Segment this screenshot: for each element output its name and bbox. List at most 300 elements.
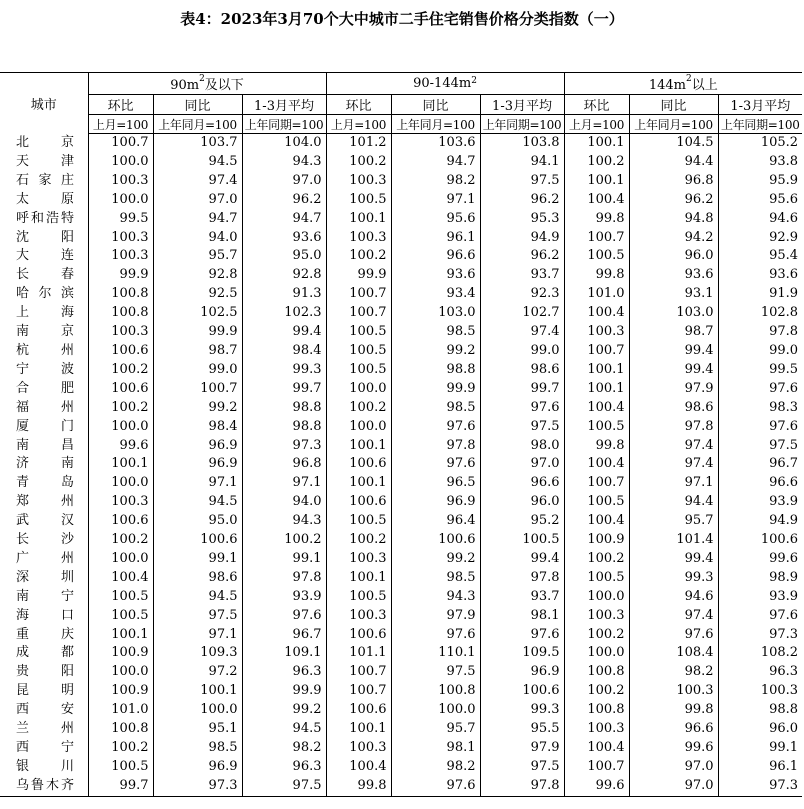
value-cell: 99.6 [564, 777, 629, 796]
value-cell: 98.2 [391, 172, 480, 191]
value-cell: 96.1 [718, 758, 802, 777]
value-cell: 100.1 [564, 361, 629, 380]
value-cell: 100.2 [242, 531, 326, 550]
value-cell: 100.4 [564, 455, 629, 474]
value-cell: 98.2 [629, 663, 718, 682]
value-cell: 99.8 [326, 777, 391, 796]
city-name: 兰州 [16, 721, 74, 737]
city-name: 天津 [16, 153, 74, 169]
value-cell: 98.1 [391, 739, 480, 758]
value-cell: 100.9 [88, 644, 153, 663]
value-cell: 100.3 [718, 682, 802, 701]
value-cell: 100.3 [326, 550, 391, 569]
value-cell: 97.8 [629, 418, 718, 437]
value-cell: 95.7 [391, 720, 480, 739]
table-row [0, 134, 802, 153]
value-cell: 95.2 [480, 512, 564, 531]
value-cell: 96.0 [480, 493, 564, 512]
value-cell: 98.3 [718, 399, 802, 418]
city-name: 福州 [16, 399, 74, 415]
value-cell: 103.0 [629, 304, 718, 323]
city-name: 石家庄 [16, 172, 74, 188]
table-row [0, 588, 802, 607]
value-cell: 95.0 [153, 512, 242, 531]
value-cell: 94.4 [629, 493, 718, 512]
table-row [0, 229, 802, 248]
value-cell: 96.9 [153, 455, 242, 474]
city-cell [0, 588, 88, 607]
table-row [0, 493, 802, 512]
value-cell: 100.4 [564, 739, 629, 758]
value-cell: 99.9 [153, 323, 242, 342]
value-cell: 97.4 [629, 455, 718, 474]
value-cell: 97.8 [391, 437, 480, 456]
value-cell: 103.8 [480, 134, 564, 153]
value-cell: 99.2 [391, 342, 480, 361]
value-cell: 97.4 [153, 172, 242, 191]
value-cell: 97.3 [718, 626, 802, 645]
value-cell: 101.4 [629, 531, 718, 550]
header-sub-label: 1-3月平均 [480, 95, 564, 115]
value-cell: 100.0 [88, 474, 153, 493]
table-row [0, 418, 802, 437]
value-cell: 100.2 [88, 739, 153, 758]
value-cell: 100.7 [564, 229, 629, 248]
value-cell: 95.7 [153, 247, 242, 266]
value-cell: 93.9 [718, 588, 802, 607]
value-cell: 109.1 [242, 644, 326, 663]
header-sub-label: 同比 [391, 95, 480, 115]
value-cell: 93.4 [391, 285, 480, 304]
table-row [0, 455, 802, 474]
value-cell: 100.2 [564, 626, 629, 645]
value-cell: 100.0 [564, 644, 629, 663]
value-cell: 96.6 [480, 474, 564, 493]
value-cell: 97.3 [242, 437, 326, 456]
value-cell: 103.0 [391, 304, 480, 323]
city-cell [0, 512, 88, 531]
header-sub-label: 同比 [629, 95, 718, 115]
value-cell: 99.4 [480, 550, 564, 569]
value-cell: 100.6 [326, 701, 391, 720]
city-name: 南昌 [16, 437, 74, 453]
value-cell: 95.6 [718, 191, 802, 210]
city-cell [0, 399, 88, 418]
value-cell: 93.6 [391, 266, 480, 285]
city-cell [0, 739, 88, 758]
header-base-label: 上月=100 [326, 115, 391, 134]
value-cell: 99.9 [88, 266, 153, 285]
city-cell [0, 493, 88, 512]
value-cell: 100.3 [326, 172, 391, 191]
value-cell: 100.6 [153, 531, 242, 550]
value-cell: 100.8 [88, 304, 153, 323]
value-cell: 94.6 [629, 588, 718, 607]
city-cell [0, 720, 88, 739]
city-name: 厦门 [16, 418, 74, 434]
value-cell: 94.9 [718, 512, 802, 531]
table-row [0, 663, 802, 682]
city-cell [0, 531, 88, 550]
value-cell: 97.4 [629, 607, 718, 626]
value-cell: 93.6 [629, 266, 718, 285]
value-cell: 96.8 [242, 455, 326, 474]
value-cell: 99.6 [629, 739, 718, 758]
value-cell: 102.3 [242, 304, 326, 323]
city-name: 长春 [16, 267, 74, 283]
value-cell: 97.6 [718, 418, 802, 437]
city-cell [0, 210, 88, 229]
value-cell: 93.7 [480, 588, 564, 607]
city-cell [0, 361, 88, 380]
value-cell: 95.5 [480, 720, 564, 739]
value-cell: 100.2 [88, 399, 153, 418]
value-cell: 98.6 [153, 569, 242, 588]
value-cell: 100.5 [564, 569, 629, 588]
value-cell: 99.0 [480, 342, 564, 361]
value-cell: 94.1 [480, 153, 564, 172]
city-cell [0, 342, 88, 361]
value-cell: 96.7 [242, 626, 326, 645]
value-cell: 93.9 [242, 588, 326, 607]
city-cell [0, 607, 88, 626]
header-sub-label: 同比 [153, 95, 242, 115]
price-index-table [0, 72, 802, 797]
value-cell: 102.5 [153, 304, 242, 323]
value-cell: 109.5 [480, 644, 564, 663]
value-cell: 96.0 [718, 720, 802, 739]
value-cell: 100.3 [88, 229, 153, 248]
value-cell: 99.6 [718, 550, 802, 569]
value-cell: 100.5 [326, 512, 391, 531]
value-cell: 97.6 [718, 380, 802, 399]
city-cell [0, 134, 88, 153]
value-cell: 97.6 [629, 626, 718, 645]
city-name: 呼和浩特 [16, 210, 74, 226]
value-cell: 103.7 [153, 134, 242, 153]
city-name: 重庆 [16, 626, 74, 642]
city-cell [0, 644, 88, 663]
value-cell: 100.3 [88, 247, 153, 266]
value-cell: 96.2 [480, 247, 564, 266]
value-cell: 92.5 [153, 285, 242, 304]
value-cell: 98.0 [480, 437, 564, 456]
city-cell [0, 304, 88, 323]
value-cell: 101.1 [326, 644, 391, 663]
value-cell: 97.5 [480, 172, 564, 191]
value-cell: 97.5 [153, 607, 242, 626]
header-base-label: 上年同月=100 [391, 115, 480, 134]
value-cell: 99.6 [88, 437, 153, 456]
value-cell: 94.2 [629, 229, 718, 248]
value-cell: 98.1 [480, 607, 564, 626]
value-cell: 92.9 [718, 229, 802, 248]
value-cell: 100.5 [326, 361, 391, 380]
value-cell: 99.0 [153, 361, 242, 380]
value-cell: 100.8 [391, 682, 480, 701]
value-cell: 104.0 [242, 134, 326, 153]
value-cell: 98.8 [242, 418, 326, 437]
value-cell: 100.4 [564, 304, 629, 323]
table-row [0, 304, 802, 323]
value-cell: 100.6 [480, 682, 564, 701]
value-cell: 94.3 [242, 512, 326, 531]
value-cell: 97.6 [480, 626, 564, 645]
value-cell: 94.5 [153, 153, 242, 172]
value-cell: 99.1 [718, 739, 802, 758]
value-cell: 97.5 [242, 777, 326, 796]
value-cell: 98.6 [480, 361, 564, 380]
value-cell: 96.2 [242, 191, 326, 210]
value-cell: 100.5 [326, 588, 391, 607]
table-row [0, 172, 802, 191]
value-cell: 103.6 [391, 134, 480, 153]
value-cell: 100.4 [564, 191, 629, 210]
city-cell [0, 758, 88, 777]
value-cell: 97.0 [629, 758, 718, 777]
value-cell: 96.3 [242, 758, 326, 777]
value-cell: 96.4 [391, 512, 480, 531]
city-name: 昆明 [16, 683, 74, 699]
value-cell: 99.7 [480, 380, 564, 399]
value-cell: 96.2 [629, 191, 718, 210]
table-row [0, 285, 802, 304]
value-cell: 98.7 [153, 342, 242, 361]
value-cell: 97.6 [391, 455, 480, 474]
header-group-large: $144m^2$以上 [564, 73, 802, 95]
value-cell: 100.6 [391, 531, 480, 550]
value-cell: 96.0 [629, 247, 718, 266]
header-base-label: 上年同月=100 [153, 115, 242, 134]
table-row [0, 701, 802, 720]
value-cell: 97.6 [480, 399, 564, 418]
value-cell: 98.2 [391, 758, 480, 777]
value-cell: 100.5 [564, 418, 629, 437]
header-sub-label: 环比 [564, 95, 629, 115]
city-name: 长沙 [16, 532, 74, 548]
page-title: 表4：2023年3月70个大中城市二手住宅销售价格分类指数（一） [180, 10, 624, 28]
city-cell [0, 777, 88, 796]
value-cell: 99.4 [629, 550, 718, 569]
value-cell: 105.2 [718, 134, 802, 153]
value-cell: 100.7 [153, 380, 242, 399]
value-cell: 101.0 [564, 285, 629, 304]
table-row [0, 437, 802, 456]
header-base-label: 上年同月=100 [629, 115, 718, 134]
value-cell: 97.9 [480, 739, 564, 758]
value-cell: 100.0 [326, 418, 391, 437]
value-cell: 99.2 [153, 399, 242, 418]
value-cell: 99.9 [391, 380, 480, 399]
header-group-medium: $90-144m^2$ [326, 73, 564, 95]
city-name: 杭州 [16, 342, 74, 358]
value-cell: 100.7 [88, 134, 153, 153]
value-cell: 99.7 [88, 777, 153, 796]
value-cell: 94.4 [629, 153, 718, 172]
value-cell: 97.0 [629, 777, 718, 796]
header-sub-label: 1-3月平均 [718, 95, 802, 115]
value-cell: 93.6 [242, 229, 326, 248]
value-cell: 99.4 [242, 323, 326, 342]
value-cell: 102.8 [718, 304, 802, 323]
value-cell: 100.3 [88, 493, 153, 512]
header-sub-label: 环比 [88, 95, 153, 115]
value-cell: 100.0 [88, 663, 153, 682]
value-cell: 100.3 [88, 323, 153, 342]
value-cell: 94.3 [391, 588, 480, 607]
city-name: 深圳 [16, 569, 74, 585]
value-cell: 100.1 [326, 437, 391, 456]
city-name: 合肥 [16, 380, 74, 396]
table-row [0, 569, 802, 588]
header-sub-label: 环比 [326, 95, 391, 115]
value-cell: 97.5 [391, 663, 480, 682]
value-cell: 94.5 [153, 493, 242, 512]
city-cell [0, 285, 88, 304]
value-cell: 96.5 [391, 474, 480, 493]
value-cell: 100.6 [88, 512, 153, 531]
header-base-label: 上月=100 [88, 115, 153, 134]
city-name: 青岛 [16, 475, 74, 491]
value-cell: 99.7 [242, 380, 326, 399]
table-row [0, 474, 802, 493]
value-cell: 95.1 [153, 720, 242, 739]
value-cell: 100.2 [564, 550, 629, 569]
value-cell: 98.8 [242, 399, 326, 418]
value-cell: 93.1 [629, 285, 718, 304]
city-name: 西宁 [16, 740, 74, 755]
value-cell: 93.9 [718, 493, 802, 512]
value-cell: 97.8 [242, 569, 326, 588]
city-name: 南宁 [16, 588, 74, 604]
value-cell: 100.6 [326, 626, 391, 645]
table-row [0, 153, 802, 172]
header-base-label: 上年同期=100 [718, 115, 802, 134]
value-cell: 104.5 [629, 134, 718, 153]
value-cell: 97.8 [480, 777, 564, 796]
city-cell [0, 153, 88, 172]
value-cell: 100.5 [564, 247, 629, 266]
value-cell: 108.2 [718, 644, 802, 663]
value-cell: 100.9 [88, 682, 153, 701]
value-cell: 99.3 [242, 361, 326, 380]
value-cell: 100.0 [88, 153, 153, 172]
value-cell: 96.1 [391, 229, 480, 248]
value-cell: 97.6 [391, 777, 480, 796]
table-row [0, 777, 802, 796]
value-cell: 100.5 [88, 758, 153, 777]
value-cell: 100.7 [564, 342, 629, 361]
value-cell: 100.3 [88, 172, 153, 191]
value-cell: 97.3 [153, 777, 242, 796]
value-cell: 96.9 [480, 663, 564, 682]
value-cell: 100.6 [718, 531, 802, 550]
value-cell: 100.8 [88, 720, 153, 739]
city-name: 太原 [16, 191, 74, 207]
value-cell: 94.5 [153, 588, 242, 607]
city-name: 银川 [16, 758, 74, 774]
value-cell: 99.2 [242, 701, 326, 720]
value-cell: 99.5 [88, 210, 153, 229]
value-cell: 100.1 [326, 210, 391, 229]
value-cell: 100.2 [88, 531, 153, 550]
city-name: 乌鲁木齐 [16, 777, 74, 793]
value-cell: 100.8 [564, 663, 629, 682]
table-row [0, 739, 802, 758]
value-cell: 100.3 [564, 607, 629, 626]
city-cell [0, 323, 88, 342]
value-cell: 97.0 [242, 172, 326, 191]
value-cell: 97.3 [718, 777, 802, 796]
value-cell: 100.5 [326, 323, 391, 342]
value-cell: 99.9 [326, 266, 391, 285]
value-cell: 92.3 [480, 285, 564, 304]
value-cell: 94.0 [153, 229, 242, 248]
value-cell: 98.5 [391, 323, 480, 342]
city-cell [0, 229, 88, 248]
value-cell: 93.8 [718, 153, 802, 172]
table-row [0, 512, 802, 531]
value-cell: 97.6 [391, 626, 480, 645]
table-row [0, 682, 802, 701]
value-cell: 92.8 [242, 266, 326, 285]
value-cell: 97.9 [391, 607, 480, 626]
value-cell: 108.4 [629, 644, 718, 663]
table-row [0, 531, 802, 550]
value-cell: 98.8 [391, 361, 480, 380]
value-cell: 95.6 [391, 210, 480, 229]
value-cell: 100.2 [326, 247, 391, 266]
value-cell: 97.8 [480, 569, 564, 588]
value-cell: 96.3 [242, 663, 326, 682]
value-cell: 100.7 [326, 682, 391, 701]
value-cell: 100.1 [88, 626, 153, 645]
value-cell: 100.6 [326, 455, 391, 474]
value-cell: 97.5 [480, 418, 564, 437]
city-cell [0, 682, 88, 701]
value-cell: 97.0 [480, 455, 564, 474]
header-base-label: 上月=100 [564, 115, 629, 134]
value-cell: 97.1 [153, 474, 242, 493]
value-cell: 94.3 [242, 153, 326, 172]
value-cell: 96.6 [391, 247, 480, 266]
table-row [0, 380, 802, 399]
value-cell: 96.7 [718, 455, 802, 474]
value-cell: 94.8 [629, 210, 718, 229]
value-cell: 93.7 [480, 266, 564, 285]
header-base-label: 上年同期=100 [480, 115, 564, 134]
value-cell: 92.8 [153, 266, 242, 285]
value-cell: 100.3 [564, 323, 629, 342]
table-row [0, 210, 802, 229]
value-cell: 96.6 [629, 720, 718, 739]
table-row [0, 644, 802, 663]
value-cell: 100.2 [564, 682, 629, 701]
value-cell: 99.0 [718, 342, 802, 361]
value-cell: 99.2 [391, 550, 480, 569]
value-cell: 99.8 [564, 210, 629, 229]
value-cell: 97.6 [242, 607, 326, 626]
value-cell: 100.3 [564, 720, 629, 739]
table-row [0, 342, 802, 361]
value-cell: 100.1 [564, 134, 629, 153]
value-cell: 100.8 [88, 285, 153, 304]
value-cell: 100.7 [326, 304, 391, 323]
value-cell: 94.9 [480, 229, 564, 248]
value-cell: 97.0 [153, 191, 242, 210]
city-cell [0, 663, 88, 682]
value-cell: 100.3 [629, 682, 718, 701]
